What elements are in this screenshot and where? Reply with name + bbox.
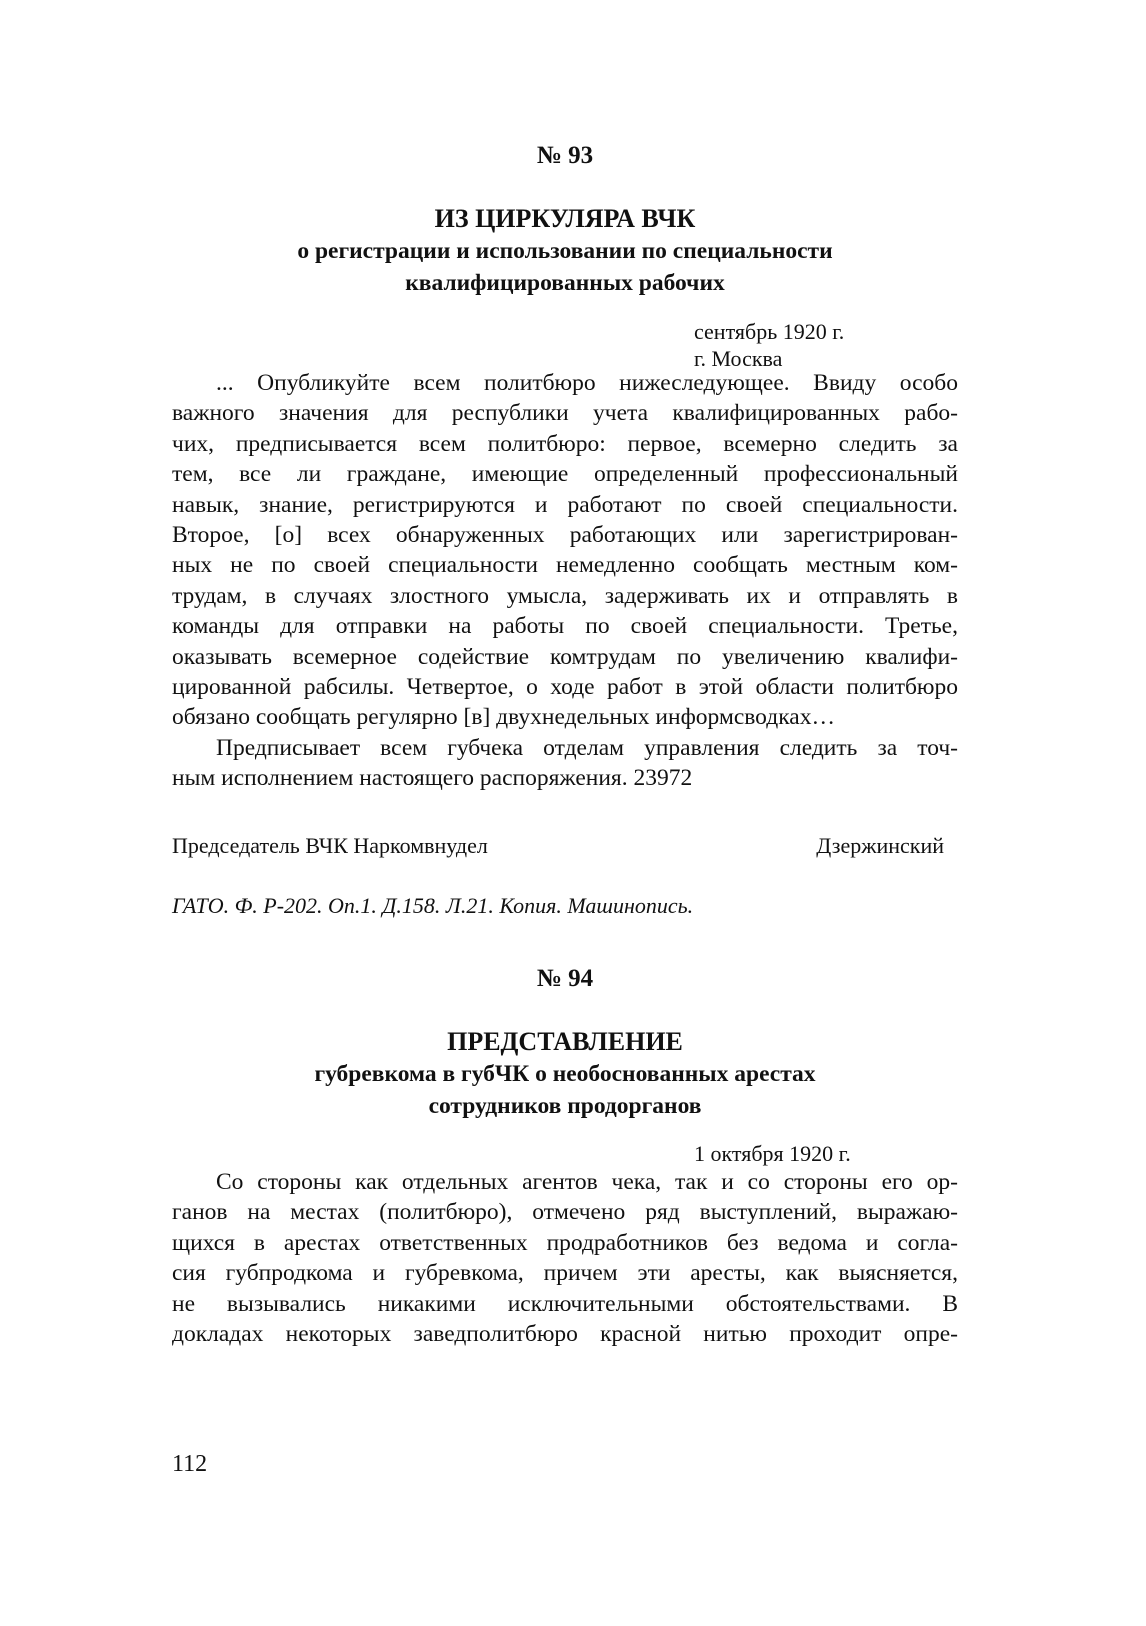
doc-93-place: г. Москва	[694, 346, 783, 371]
doc-93-number: № 93	[536, 142, 594, 169]
body-line: оказывать всемерное содействие комтрудам по увеличению квалифи-	[172, 643, 958, 670]
body-line: ... Опубликуйте всем политбюро нижеследующее. Ввиду особо	[216, 370, 958, 396]
doc-93-subtitle-line-2: квалифицированных рабочих	[405, 270, 725, 296]
doc-94-number: № 94	[536, 965, 594, 992]
body-line: навык, знание, регистрируются и работают по своей специальности.	[172, 491, 958, 518]
doc-93-archive-source: ГАТО. Ф. Р-202. Оп.1. Д.158. Л.21. Копия. Машинопись.	[172, 893, 694, 918]
body-line: трудам, в случаях злостного умысла, задерживать их и отправлять в	[172, 582, 958, 609]
body-line: докладах некоторых заведполитбюро красной нитью проходит опре-	[172, 1320, 958, 1347]
body-line: важного значения для республики учета квалифицированных рабо-	[172, 400, 958, 427]
doc-93-date-place	[694, 318, 844, 372]
signatory-position: Председатель ВЧК Наркомвнудел	[172, 833, 488, 858]
doc-94-title-block	[172, 1026, 958, 1122]
body-line: Предписывает всем губчека отделам управления следить за точ-	[216, 734, 958, 761]
body-line: чих, предписывается всем политбюро: первое, всемерно следить за	[172, 430, 958, 457]
doc-94-date: 1 октября 1920 г.	[694, 1141, 851, 1166]
doc-93-date: сентябрь 1920 г.	[694, 319, 845, 344]
body-line: ных не по своей специальности немедленно сообщать местным ком-	[172, 552, 958, 579]
body-line: Со стороны как отдельных агентов чека, так и со стороны его ор-	[216, 1169, 958, 1195]
body-line: не вызывались никакими исключительными обстоятельствами. В	[172, 1290, 958, 1317]
body-line: сия губпродкома и губревкома, причем эти аресты, как выясняется,	[172, 1260, 958, 1287]
doc-93-signature	[172, 833, 944, 859]
body-line: ным исполнением настоящего распоряжения. 23972	[172, 765, 693, 792]
body-line: Второе, [о] всех обнаруженных работающих или зарегистрирован-	[172, 521, 958, 548]
doc-94-subtitle-line-2: сотрудников продорганов	[428, 1093, 702, 1119]
body-line: щихся в арестах ответственных продработников без ведома и согла-	[172, 1229, 958, 1256]
body-line: цированной рабсилы. Четвертое, о ходе работ в этой области политбюро	[172, 673, 958, 700]
doc-94-title: ПРЕДСТАВЛЕНИЕ	[447, 1027, 683, 1056]
doc-93-subtitle-line-1: о регистрации и использовании по специальности	[297, 238, 833, 264]
body-line: ганов на местах (политбюро), отмечено ряд выступлений, выражаю-	[172, 1199, 958, 1226]
doc-93-body	[172, 368, 958, 793]
doc-94-body	[172, 1167, 958, 1349]
doc-93-title: ИЗ ЦИРКУЛЯРА ВЧК	[434, 204, 696, 233]
body-line: команды для отправки на работы по своей специальности. Третье,	[172, 613, 958, 640]
page-number: 112	[172, 1451, 208, 1477]
doc-94-subtitle-line-1: губревкома в губЧК о необоснованных арестах	[314, 1061, 816, 1087]
body-line: тем, все ли граждане, имеющие определенный профессиональный	[172, 461, 958, 488]
doc-93-title-block	[172, 203, 958, 299]
body-line: обязано сообщать регулярно [в] двухнедельных информсводках…	[172, 704, 835, 731]
signatory-name: Дзержинский	[816, 833, 944, 858]
